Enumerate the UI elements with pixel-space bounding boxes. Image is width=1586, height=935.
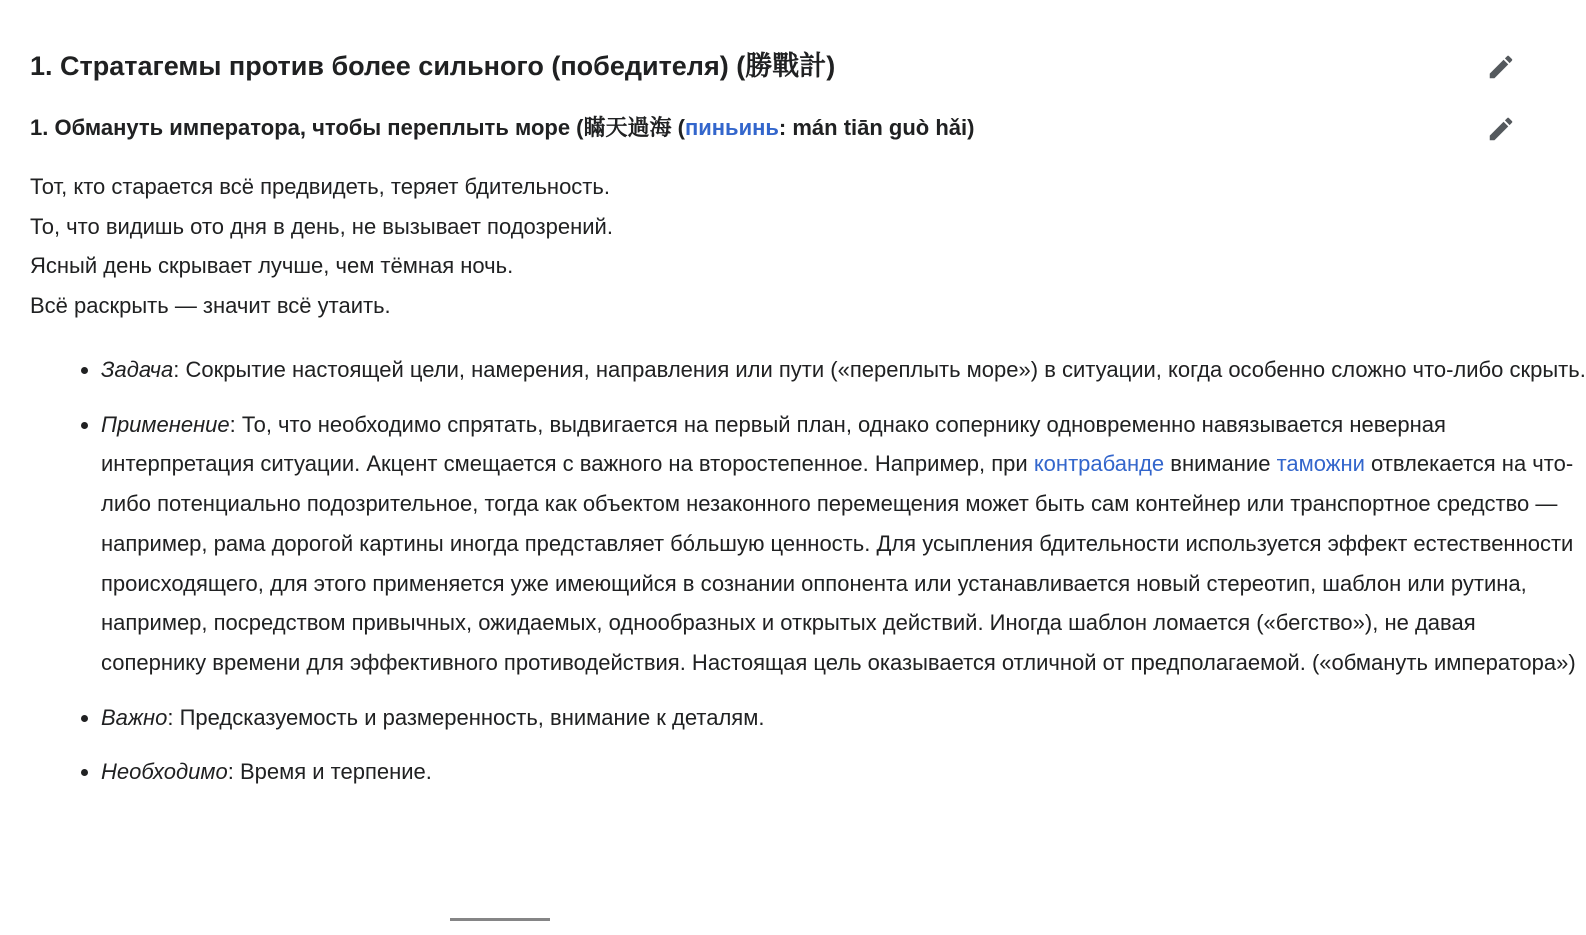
list-item-necessary xyxy=(101,752,1586,792)
customs-link[interactable]: таможни xyxy=(1276,451,1365,477)
pinyin-link[interactable]: пиньинь xyxy=(684,115,779,140)
item-term: Задача xyxy=(101,357,174,382)
item-term: Необходимо xyxy=(101,759,228,785)
section-title: 1. Стратагемы против более сильного (победителя) (勝戰計) xyxy=(30,51,836,81)
verse-line: Тот, кто старается всё предвидеть, теряет бдительность. xyxy=(30,174,610,199)
item-text: : Время и терпение. xyxy=(227,759,432,785)
item-text: : То, что необходимо спрятать, выдвигается на первый план, однако сопернику одновременно навязывается неверная интерпретация ситуации. Акцент смещается с важного на второстепенное. Например, при xyxy=(101,411,1446,477)
verse-block xyxy=(30,167,1430,326)
item-text: : Предсказуемость и размеренность, внимание к деталям. xyxy=(167,704,765,730)
subsection-title-suffix: : mán tiān guò hǎi) xyxy=(778,115,975,140)
item-text: внимание xyxy=(1164,451,1277,477)
smuggling-link[interactable]: контрабанде xyxy=(1033,451,1165,477)
pencil-icon xyxy=(1486,52,1516,82)
next-heading-cutoff xyxy=(450,918,550,926)
list-item-important xyxy=(101,698,1586,738)
subsection-title-prefix: 1. Обмануть императора, чтобы переплыть море (瞞天過海 ( xyxy=(30,115,685,140)
edit-section-button[interactable] xyxy=(1484,50,1518,84)
item-term: Применение xyxy=(101,411,230,437)
list-item-task xyxy=(101,350,1586,390)
verse-line: Всё раскрыть — значит всё утаить. xyxy=(30,293,391,319)
verse-line: То, что видишь ото дня в день, не вызывает подозрений. xyxy=(30,213,613,239)
strategy-details-list xyxy=(30,350,1586,807)
pencil-icon xyxy=(1486,114,1516,144)
item-term: Важно xyxy=(101,704,168,730)
verse-line: Ясный день скрывает лучше, чем тёмная ночь. xyxy=(30,253,514,279)
section-heading xyxy=(30,46,1460,86)
edit-subsection-button[interactable] xyxy=(1484,112,1518,146)
list-item-application xyxy=(101,405,1586,683)
cutoff-text-fragment xyxy=(450,918,550,935)
item-text: : Сокрытие настоящей цели, намерения, направления или пути («переплыть море») в ситуации, когда особенно сложно что-либо скрыть. xyxy=(173,357,1586,382)
subsection-heading xyxy=(30,110,1460,146)
item-text: отвлекается на что-либо потенциально подозрительное, тогда как объектом незаконного перемещения может быть сам контейнер или транспортное средство — например, рама дорогой картины иногда представляет бóльшую ценность. Для усыпления бдительности используется эффект естественности происходящего, для этого применяется уже имеющийся в сознании оппонента или устанавливается новый стереотип, шаблон или рутина, например, посредством привычных, ожидаемых, однообразных и открытых действий. Иногда шаблон ломается («бегство»), не давая сопернику времени для эффективного противодействия. Настоящая цель оказывается отличной от предполагаемой. («обмануть императора») xyxy=(101,451,1576,675)
